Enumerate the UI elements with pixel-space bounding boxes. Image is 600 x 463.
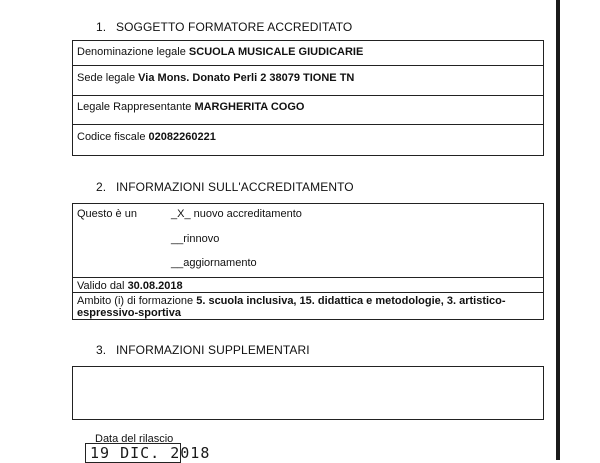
- codice-fiscale-label: Codice fiscale: [77, 131, 146, 143]
- section-2-heading: INFORMAZIONI SULL'ACCREDITAMENTO: [116, 180, 354, 194]
- section-1-number: 1.: [96, 20, 107, 34]
- data-rilascio-label: Data del rilascio: [95, 433, 174, 445]
- valido-value: 30.08.2018: [127, 280, 183, 292]
- valido-label: Valido dal: [77, 280, 125, 292]
- valido-row: [73, 277, 543, 293]
- date-stamp: 19 DIC. 2018: [85, 443, 181, 463]
- soggetto-box: [72, 40, 544, 156]
- sede-label: Sede legale: [77, 72, 136, 84]
- section-2-title: [96, 180, 354, 194]
- section-3-heading: INFORMAZIONI SUPPLEMENTARI: [116, 343, 310, 357]
- option-aggiornamento: __aggiornamento: [171, 257, 257, 269]
- denominazione-value: SCUOLA MUSICALE GIUDICARIE: [188, 46, 364, 58]
- ambito-row: [73, 292, 543, 319]
- codice-fiscale-value: 02082260221: [148, 131, 216, 143]
- denominazione-label: Denominazione legale: [77, 46, 186, 58]
- sede-value: Via Mons. Donato Perli 2 38079 TIONE TN: [138, 72, 355, 84]
- informazioni-supplementari-box: [72, 366, 544, 420]
- denominazione-row: [73, 46, 543, 59]
- ambito-label: Ambito (i) di formazione: [77, 295, 194, 307]
- questo-label: Questo è un: [77, 208, 137, 220]
- section-3-number: 3.: [96, 343, 107, 357]
- section-2-number: 2.: [96, 180, 107, 194]
- rappresentante-value: MARGHERITA COGO: [194, 101, 305, 113]
- ambito-value-line2: espressivo-sportiva: [77, 307, 181, 319]
- option-nuovo-accreditamento: _X_ nuovo accreditamento: [171, 208, 302, 220]
- rappresentante-row: [73, 95, 543, 114]
- option-rinnovo: __rinnovo: [171, 233, 220, 245]
- section-1-title: [96, 20, 352, 34]
- sede-row: [73, 65, 543, 85]
- codice-fiscale-row: [73, 124, 543, 144]
- section-1-heading: SOGGETTO FORMATORE ACCREDITATO: [116, 20, 353, 34]
- ambito-value-line1: 5. scuola inclusiva, 15. didattica e metodologie, 3. artistico-: [196, 295, 506, 307]
- page-edge: [556, 0, 560, 460]
- rappresentante-label: Legale Rappresentante: [77, 101, 192, 113]
- section-3-title: [96, 343, 310, 357]
- accreditamento-box: [72, 203, 544, 320]
